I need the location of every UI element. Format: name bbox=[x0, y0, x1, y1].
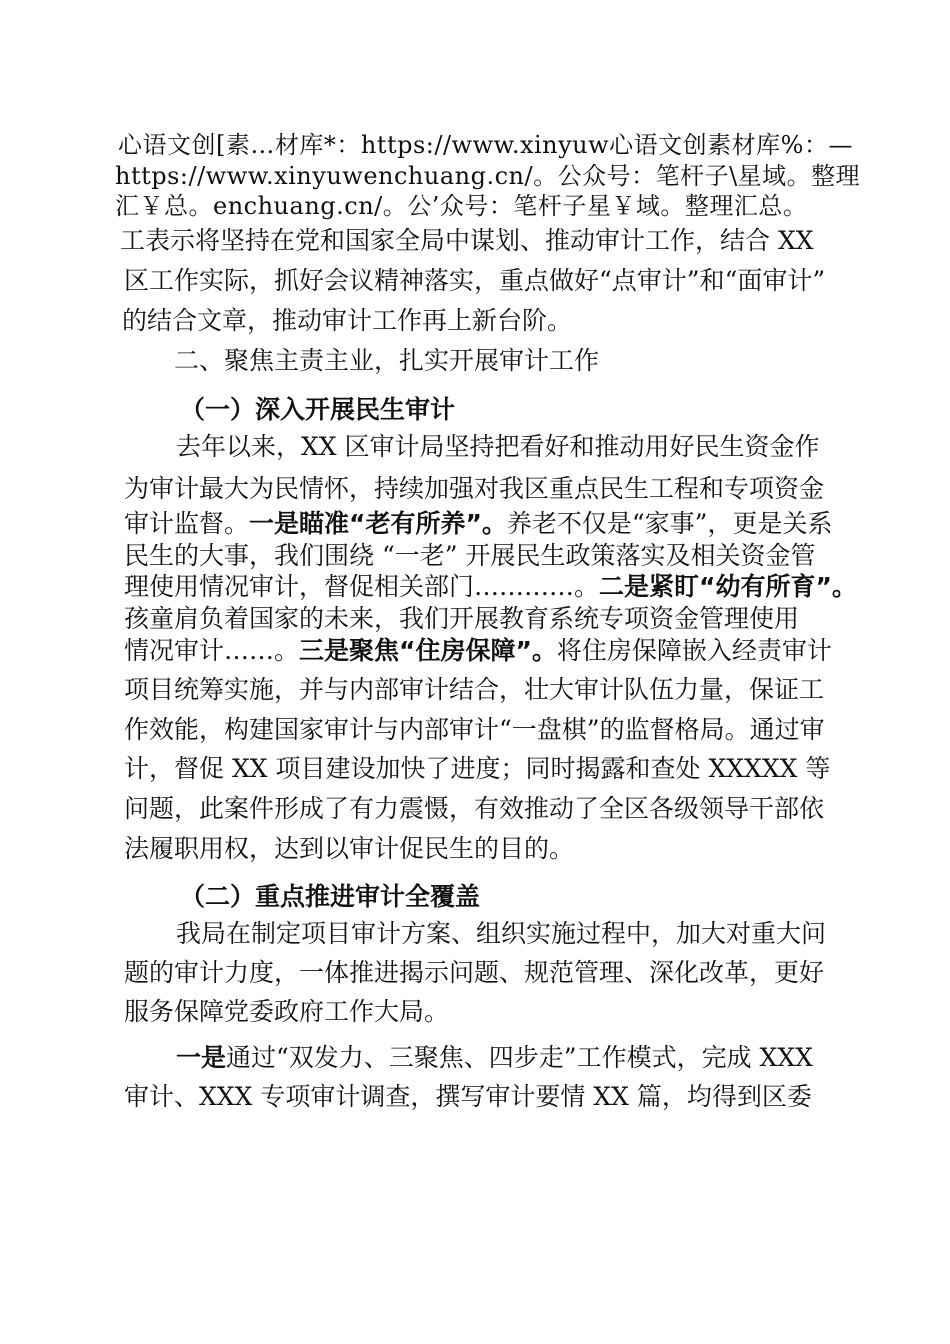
sub1-line-8: 项目统筹实施，并与内部审计结合，壮大审计队伍力量，保证工 bbox=[124, 675, 825, 704]
section-title: 二、聚焦主责主业，扎实开展审计工作 bbox=[174, 346, 600, 375]
sub1-line-4: 民生的大事，我们围绕 “一老” 开展民生政策落实及相关资金管 bbox=[124, 541, 816, 570]
sub1-line-5 bbox=[124, 570, 857, 604]
sub2-para2-line-1 bbox=[176, 1041, 813, 1075]
sub2-para2-line-2: 审计、XXX 专项审计调查，撰写审计要情 XX 篇，均得到区委 bbox=[124, 1082, 812, 1111]
sub1-line-9: 作效能，构建国家审计与内部审计“一盘棋”的监督格局。通过审 bbox=[124, 715, 825, 744]
sub2-line-2: 题的审计力度，一体推进揭示问题、规范管理、深化改革，更好 bbox=[124, 958, 825, 987]
subsection-1-heading: （一）深入开展民生审计 bbox=[180, 395, 456, 424]
sub1-line-5-a: 理使用情况审计，督促相关部门…………。 bbox=[124, 572, 600, 601]
sub1-line-10: 计，督促 XX 项目建设加快了进度；同时揭露和查处 XXXXX 等 bbox=[124, 754, 831, 783]
subsection-2-heading: （二）重点推进审计全覆盖 bbox=[180, 882, 481, 911]
sub2-para2-line-1-b: 通过“双发力、三聚焦、四步走”工作模式，完成 XXX bbox=[226, 1043, 813, 1072]
sub1-line-12: 法履职用权，达到以审计促民生的目的。 bbox=[124, 834, 575, 863]
intro-line-2: 区工作实际，抓好会议精神落实，重点做好“点审计”和“面审计” bbox=[124, 266, 826, 295]
sub1-line-11: 问题，此案件形成了有力震慑，有效推动了全区各级领导干部依 bbox=[124, 794, 825, 823]
header-line-3: 汇￥总。enchuang.cn/。公’众号：笔杆子星￥域。整理汇总。 bbox=[115, 192, 808, 220]
intro-line-1: 工表示将坚持在党和国家全局中谋划、推动审计工作，结合 XX bbox=[120, 226, 814, 255]
intro-line-3: 的结合文章，推动审计工作再上新台阶。 bbox=[122, 306, 573, 335]
highlight-elderly: 一是瞄准“老有所养”。 bbox=[249, 509, 507, 538]
sub1-line-3 bbox=[124, 507, 832, 541]
sub1-line-7 bbox=[124, 634, 832, 668]
highlight-first: 一是 bbox=[176, 1043, 227, 1072]
sub1-line-7-a: 情况审计……。 bbox=[124, 636, 300, 665]
sub1-line-2: 为审计最大为民情怀，持续加强对我区重点民生工程和专项资金 bbox=[124, 474, 825, 503]
sub1-line-7-c: 将住房保障嵌入经责审计 bbox=[556, 636, 832, 665]
sub2-line-3: 服务保障党委政府工作大局。 bbox=[124, 997, 450, 1026]
sub2-line-1: 我局在制定项目审计方案、组织实施过程中，加大对重大问 bbox=[176, 919, 827, 948]
sub1-line-6: 孩童肩负着国家的未来，我们开展教育系统专项资金管理使用 bbox=[124, 604, 800, 633]
header-line-1: 心语文创[素…材库*：https://www.xinyuw心语文创素材库%：— bbox=[118, 131, 853, 159]
highlight-children: 二是紧盯“幼有所育”。 bbox=[599, 572, 857, 601]
sub1-line-1: 去年以来，XX 区审计局坚持把看好和推动用好民生资金作 bbox=[176, 432, 820, 461]
sub1-line-3-a: 审计监督。 bbox=[124, 509, 250, 538]
sub1-line-3-c: 养老不仅是“家事”，更是关系 bbox=[506, 509, 833, 538]
highlight-housing: 三是聚焦“住房保障”。 bbox=[299, 636, 557, 665]
header-line-2: https://www.xinyuwenchuang.cn/。公众号：笔杆子\星域。整理 bbox=[115, 162, 861, 190]
